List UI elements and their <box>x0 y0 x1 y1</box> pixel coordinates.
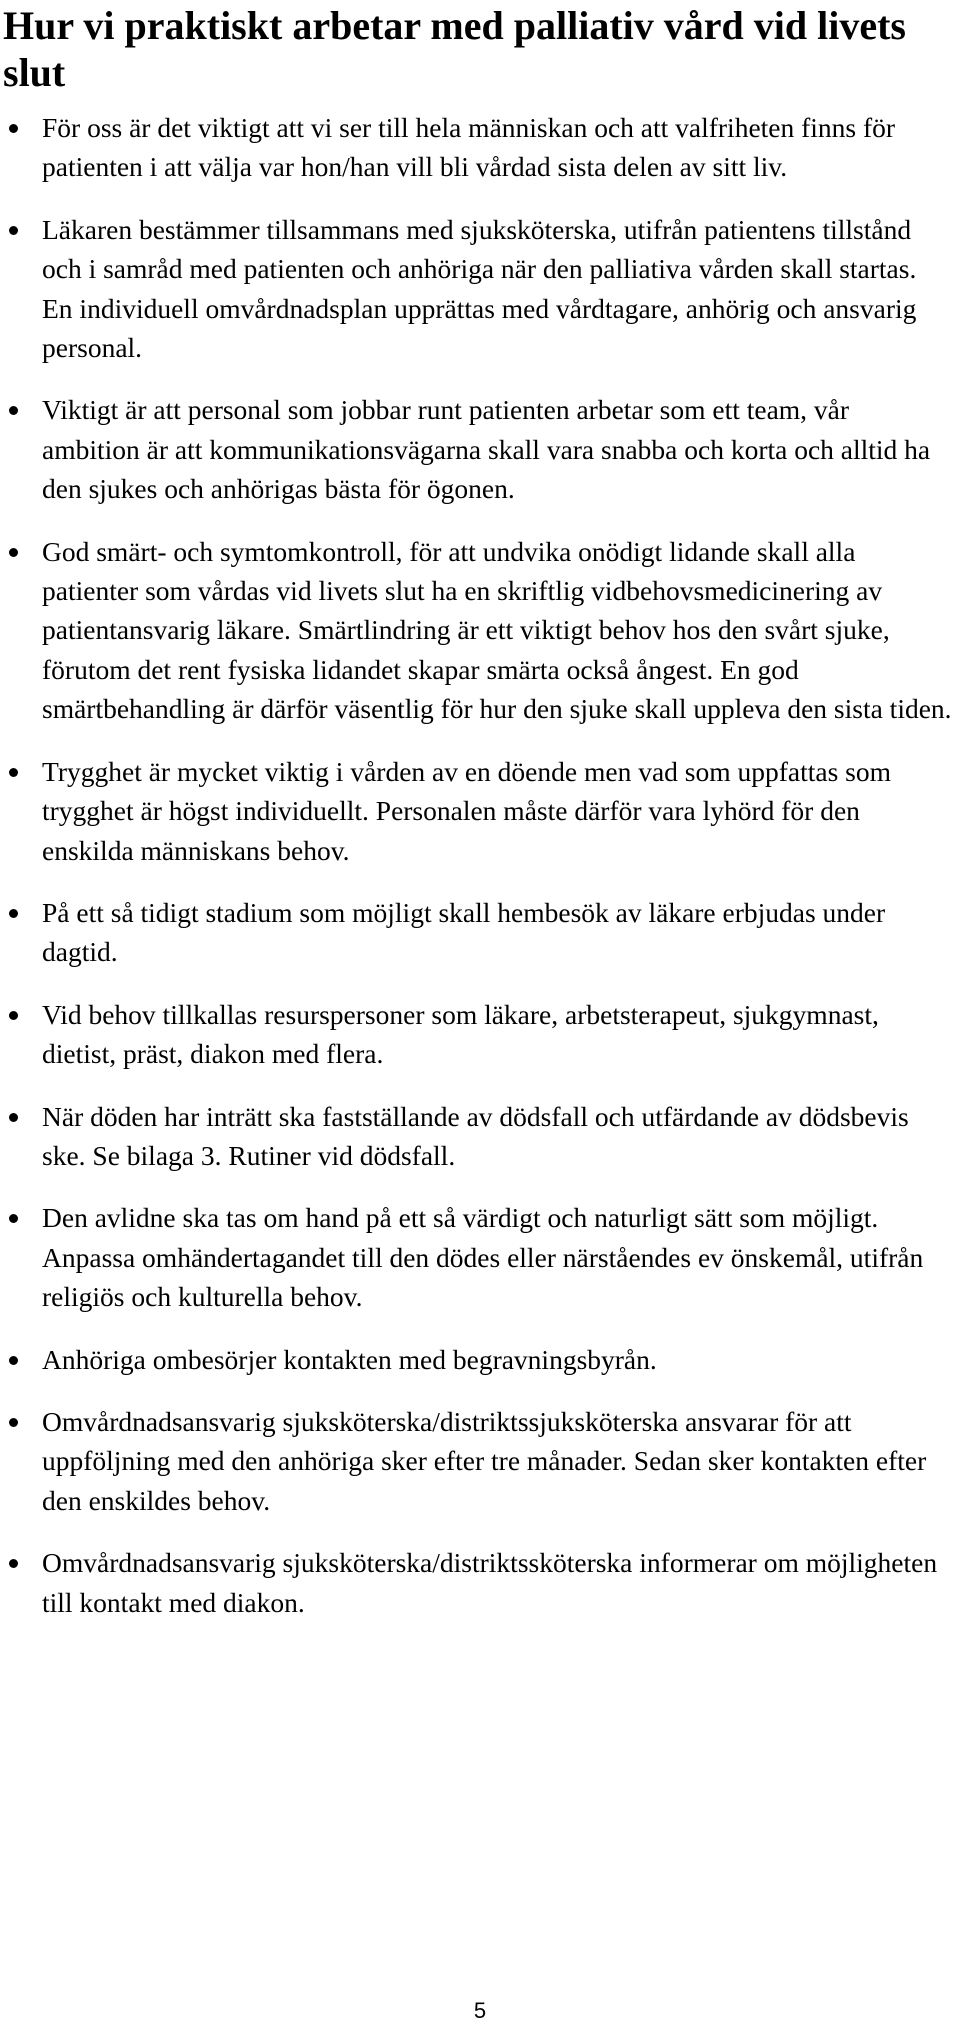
bullet-icon <box>9 124 18 133</box>
list-item <box>0 1198 952 1316</box>
list-item-text: Anhöriga ombesörjer kontakten med begravningsbyrån. <box>42 1343 657 1375</box>
list-item-text: Den avlidne ska tas om hand på ett så värdigt och naturligt sätt som möjligt. Anpassa omhändertagandet till den dödes eller närståendes ev önskemål, utifrån religiös och kulturella behov. <box>42 1202 924 1313</box>
bullet-list <box>0 108 960 1645</box>
bullet-icon <box>9 909 18 918</box>
list-item <box>0 1097 952 1176</box>
list-item <box>0 210 952 368</box>
bullet-icon <box>9 1559 18 1568</box>
list-item <box>0 108 952 187</box>
bullet-icon <box>9 1356 18 1365</box>
list-item-text: Vid behov tillkallas resurspersoner som läkare, arbetsterapeut, sjukgymnast, dietist, präst, diakon med flera. <box>42 998 879 1070</box>
list-item <box>0 1402 952 1520</box>
list-item-text: Omvårdnadsansvarig sjuksköterska/distriktssköterska informerar om möjligheten till kontakt med diakon. <box>42 1547 938 1618</box>
bullet-icon <box>9 1011 18 1020</box>
list-item <box>0 532 952 729</box>
bullet-icon <box>9 768 18 777</box>
list-item-text: När döden har inträtt ska fastställande av dödsfall och utfärdande av dödsbevis ske. Se bilaga 3. Rutiner vid dödsfall. <box>42 1100 909 1171</box>
list-item-text: På ett så tidigt stadium som möjligt skall hembesök av läkare erbjudas under dagtid. <box>42 896 886 968</box>
list-item-text: Viktigt är att personal som jobbar runt patienten arbetar som ett team, vår ambition är att kommunikationsvägarna skall vara snabba och korta och alltid ha den sjukes och anhörigas bästa för ögonen. <box>42 394 931 505</box>
list-item <box>0 752 952 870</box>
bullet-icon <box>9 1418 18 1427</box>
list-item-text: Läkaren bestämmer tillsammans med sjuksköterska, utifrån patientens tillstånd och i samråd med patienten och anhöriga när den palliativa vården skall startas. En individuell omvårdnadsplan upprättas med vårdtagare, anhörig och ansvarig personal. <box>42 213 917 364</box>
list-item-text: Trygghet är mycket viktig i vården av en döende men vad som uppfattas som trygghet är högst individuellt. Personalen måste därför vara lyhörd för den enskilda människans behov. <box>42 755 892 866</box>
list-item <box>0 1340 952 1379</box>
list-item-text: God smärt- och symtomkontroll, för att undvika onödigt lidande skall alla patienter som vårdas vid livets slut ha en skriftlig vidbehovsmedicinering av patientansvarig läkare. Smärtlindring är ett viktigt behov hos den svårt sjuke, förutom det rent fysiska lidandet skapar smärta också ångest. En god smärtbehandling är därför väsentlig för hur den sjuke skall uppleva den sista tiden. <box>42 535 952 725</box>
bullet-icon <box>9 1113 18 1122</box>
list-item <box>0 1543 952 1622</box>
bullet-icon <box>9 548 18 557</box>
list-item <box>0 893 952 972</box>
bullet-icon <box>9 226 18 235</box>
list-item <box>0 995 952 1074</box>
bullet-icon <box>9 1214 18 1223</box>
list-item <box>0 390 952 508</box>
page-number: 5 <box>473 1998 487 2023</box>
list-item-text: Omvårdnadsansvarig sjuksköterska/distriktssjuksköterska ansvarar för att uppföljning med den anhöriga sker efter tre månader. Sedan sker kontakten efter den enskildes behov. <box>42 1405 927 1516</box>
bullet-icon <box>9 406 18 415</box>
list-item-text: För oss är det viktigt att vi ser till hela människan och att valfriheten finns för patienten i att välja var hon/han vill bli vårdad sista delen av sitt liv. <box>42 112 896 183</box>
page-title: Hur vi praktiskt arbetar med palliativ vård vid livets slut <box>3 3 906 95</box>
